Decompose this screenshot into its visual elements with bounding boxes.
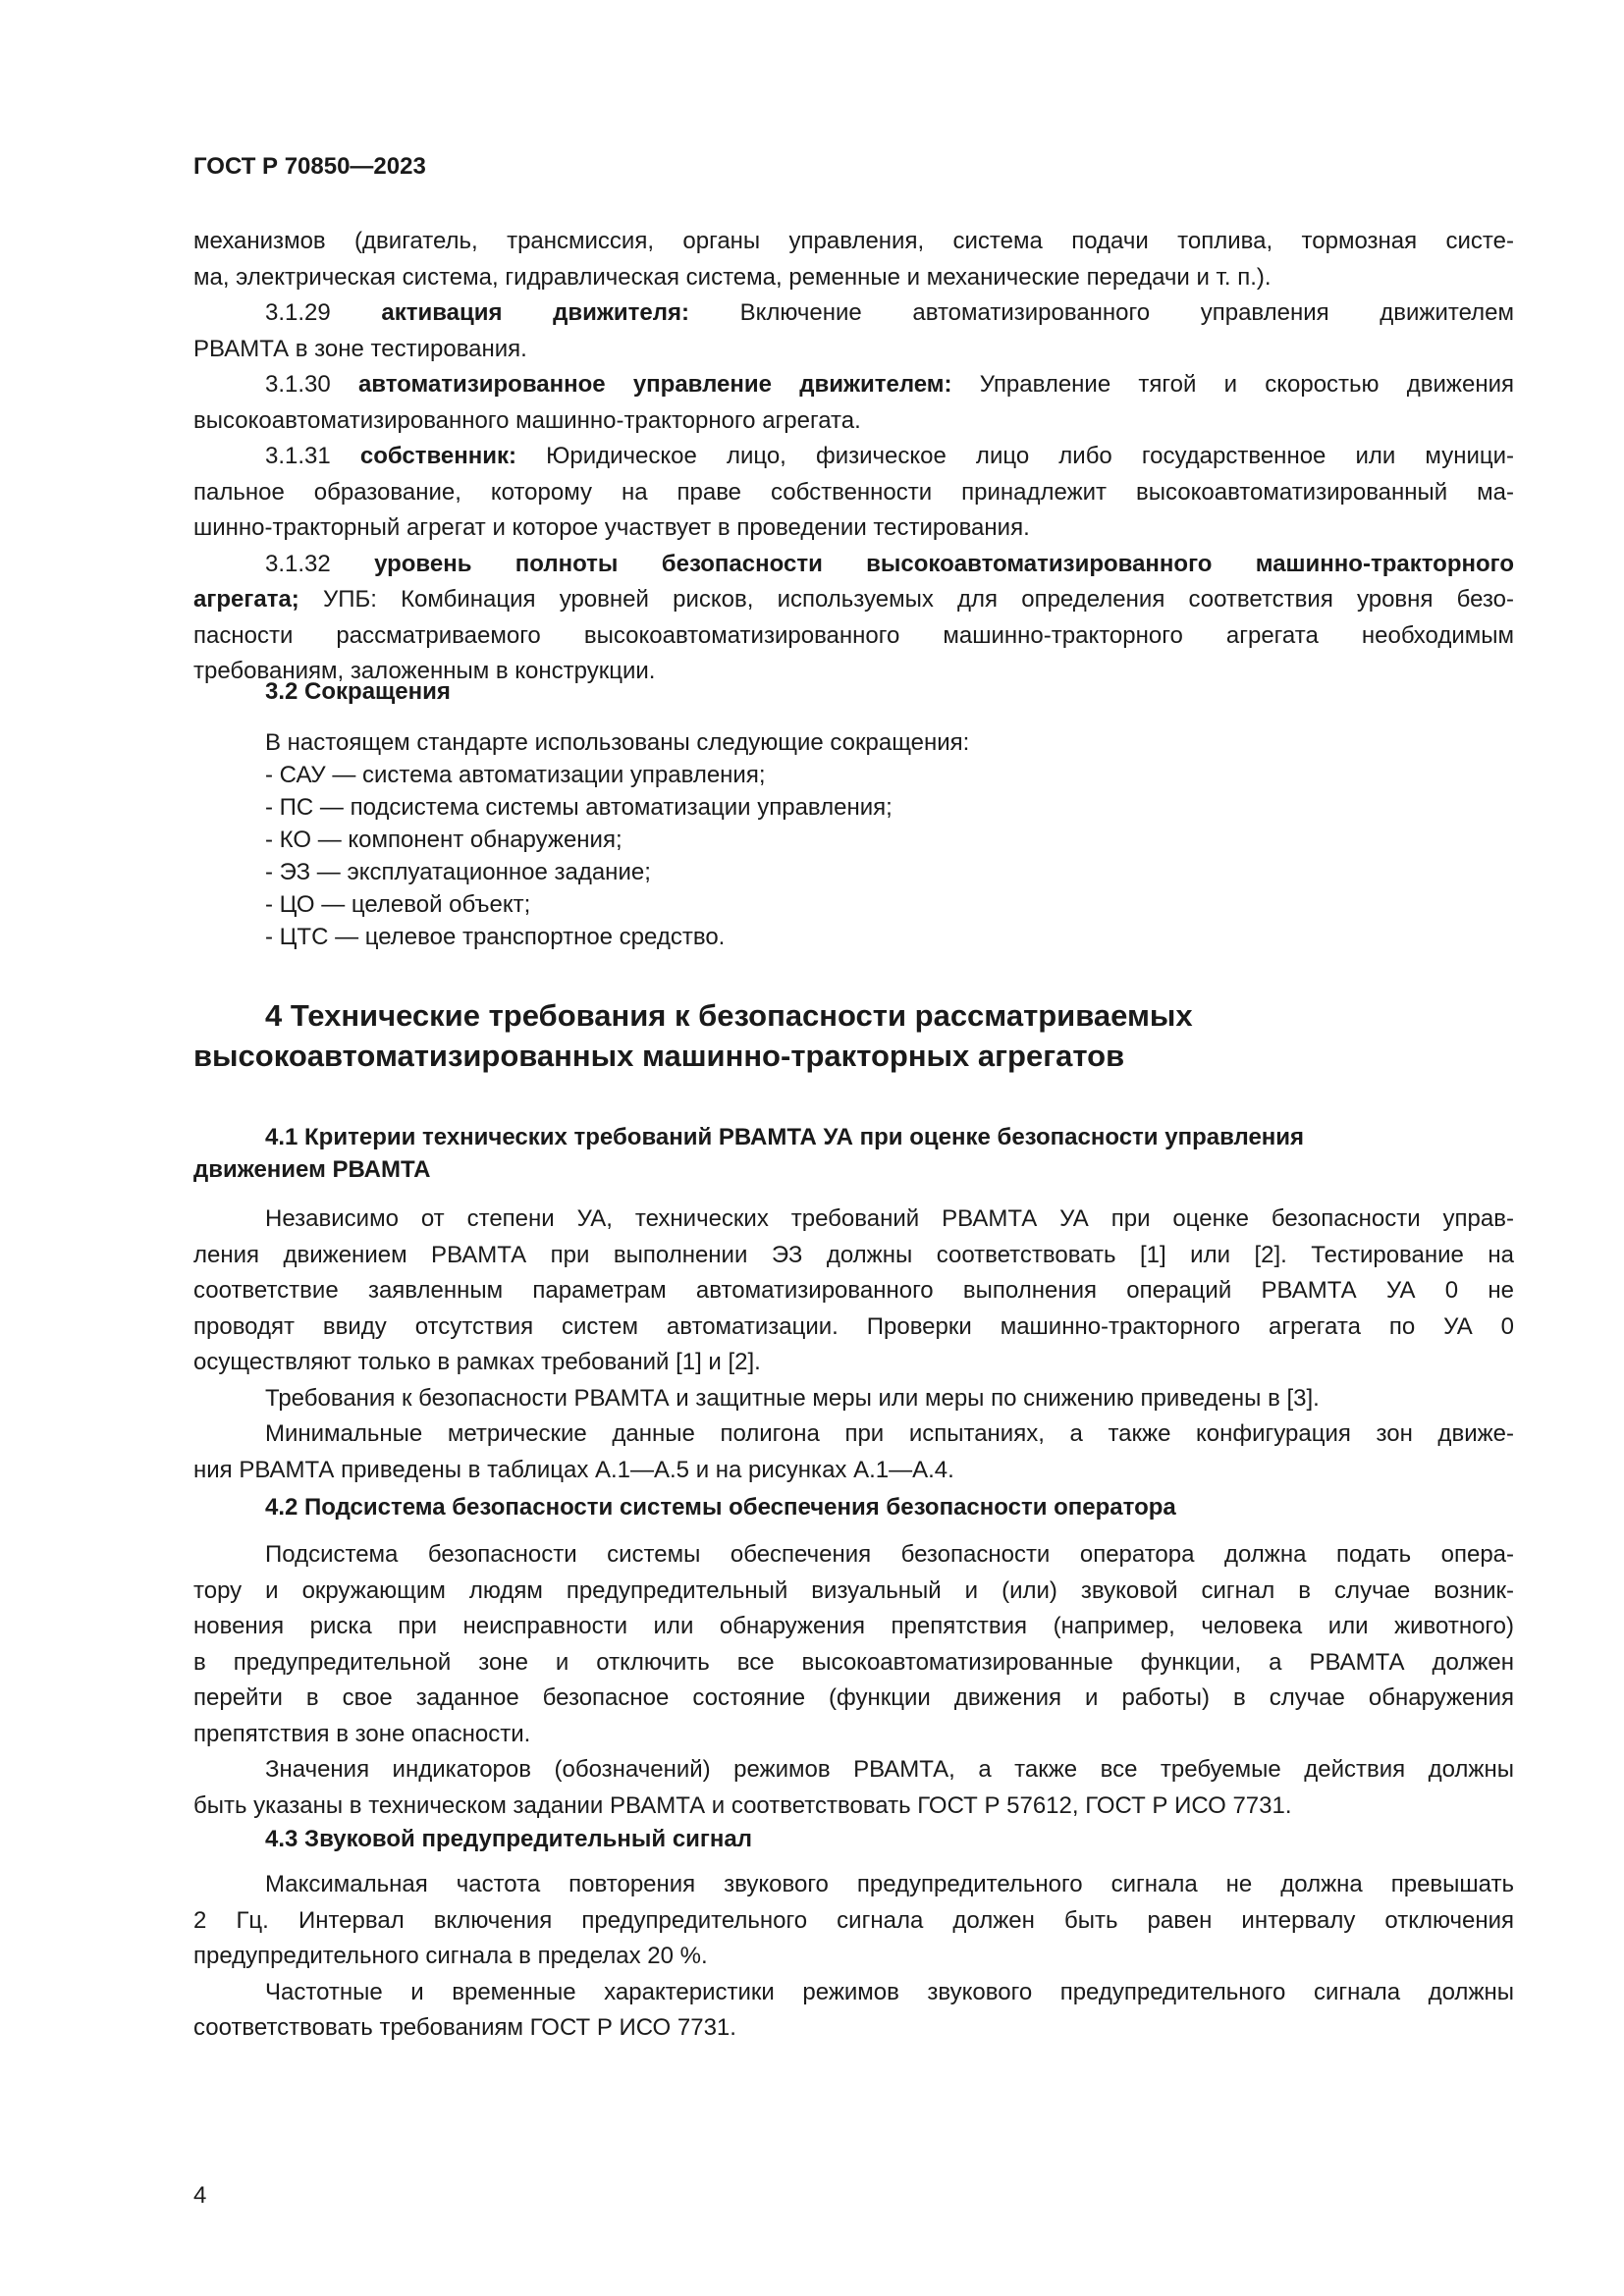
text-run: ния РВАМТА приведены в таблицах А.1—А.5 и на рисунках А.1—А.4. [193, 1456, 954, 1483]
text-line [193, 674, 1514, 711]
text-line [193, 1309, 1514, 1346]
text-line [193, 1609, 1514, 1645]
text-line [193, 1822, 1514, 1858]
text-line [193, 1975, 1514, 2011]
text-line [193, 367, 1514, 403]
text-run: предупредительного сигнала в пределах 20 %. [193, 1943, 708, 1969]
text-line [193, 1939, 1514, 1975]
text-line [193, 1490, 1514, 1526]
text-run: высокоавтоматизированных машинно-тракторных агрегатов [193, 1039, 1125, 1073]
text-line [193, 1574, 1514, 1610]
text-line [193, 2010, 1514, 2047]
text-run: Требования к безопасности РВАМТА и защитные меры или меры по снижению приведены в [3]. [265, 1384, 1320, 1412]
text-run: ления движением РВАМТА при выполнении ЭЗ должны соответствовать [1] или [2]. Тестирование на [193, 1241, 1514, 1268]
text-run: - КО — компонент обнаружения; [265, 827, 623, 853]
text-line [193, 582, 1514, 618]
text-line [193, 1681, 1514, 1717]
section-3-2-heading [193, 674, 1514, 711]
text-line [193, 1153, 1514, 1186]
section-4-heading [193, 995, 1514, 1076]
section-4-1-heading [193, 1121, 1514, 1186]
text-run: быть указаны в техническом задании РВАМТА и соответствовать ГОСТ Р 57612, ГОСТ Р ИСО 7731. [193, 1791, 1292, 1819]
paragraph [193, 1537, 1514, 1752]
term-bold: активация движителя: [381, 299, 690, 326]
paragraph [193, 1490, 1514, 1526]
paragraph [193, 995, 1514, 1076]
text-run: 3.1.29 [265, 299, 382, 326]
text-run: - ЦТС — целевое транспортное средство. [265, 924, 726, 950]
text-line [193, 403, 1514, 440]
text-run: 4 Технические требования к безопасности рассматриваемых [265, 998, 1193, 1033]
text-line [193, 547, 1514, 583]
text-line [193, 1238, 1514, 1274]
text-run: пасности рассматриваемого высокоавтоматизированного машинно-тракторного агрегата необходимым [193, 621, 1514, 649]
paragraph [193, 888, 1514, 921]
text-run: соответствие заявленным параметрам автоматизированного выполнения операций РВАМТА УА 0 не [193, 1277, 1514, 1304]
text-run: осуществляют только в рамках требований [1] и [2]. [193, 1349, 761, 1375]
text-run: движением РВАМТА [193, 1156, 431, 1183]
text-run: - ЦО — целевой объект; [265, 891, 531, 918]
section-4-2-body [193, 1537, 1514, 1824]
text-run: 3.2 Сокращения [265, 678, 451, 705]
text-run: В настоящем стандарте использованы следующие сокращения: [265, 729, 970, 756]
text-run: 3.1.32 [265, 550, 375, 577]
text-line [193, 1537, 1514, 1574]
paragraph [193, 674, 1514, 711]
paragraph [193, 726, 1514, 759]
text-run: соответствовать требованиям ГОСТ Р ИСО 7731. [193, 2014, 736, 2041]
term-bold: уровень полноты безопасности высокоавтоматизированного машинно-тракторного [374, 550, 1514, 577]
text-line [193, 1453, 1514, 1489]
paragraph [193, 547, 1514, 690]
text-run: УПБ: Комбинация уровней рисков, используемых для определения соответствия уровня безо- [298, 586, 1514, 613]
text-line [193, 759, 1514, 791]
abbreviations-list [193, 726, 1514, 953]
text-line [193, 510, 1514, 547]
text-line [193, 1121, 1514, 1153]
text-line [193, 888, 1514, 921]
text-run: Включение автоматизированного управления движителем [689, 299, 1515, 326]
text-line [193, 726, 1514, 759]
page-number: 4 [193, 2182, 207, 2209]
text-line [193, 1645, 1514, 1682]
text-run: высокоавтоматизированного машинно-тракторного агрегата. [193, 406, 861, 434]
text-run: РВАМТА в зоне тестирования. [193, 335, 527, 362]
text-line [193, 1381, 1514, 1417]
text-line [193, 1867, 1514, 1903]
text-run: 4.3 Звуковой предупредительный сигнал [265, 1826, 753, 1852]
term-bold: агрегата; [193, 586, 299, 613]
paragraph [193, 224, 1514, 295]
text-line [193, 332, 1514, 368]
section-4-1-body [193, 1201, 1514, 1488]
text-run: перейти в свое заданное безопасное состояние (функции движения и работы) в случае обнаружения [193, 1684, 1514, 1711]
text-line [193, 1717, 1514, 1753]
paragraph [193, 824, 1514, 856]
text-run: Независимо от степени УА, технических требований РВАМТА УА при оценке безопасности управ- [265, 1205, 1514, 1232]
paragraph [193, 1381, 1514, 1417]
text-run: - ЭЗ — эксплуатационное задание; [265, 859, 651, 885]
text-run: - САУ — система автоматизации управления; [265, 762, 766, 788]
paragraph [193, 1121, 1514, 1186]
text-line [193, 1752, 1514, 1789]
text-line [193, 295, 1514, 332]
text-line [193, 260, 1514, 296]
text-run: требованиям, заложенным в конструкции. [193, 658, 656, 684]
section-4-3-body [193, 1867, 1514, 2047]
text-run: в предупредительной зоне и отключить все высокоавтоматизированные функции, а РВАМТА должен [193, 1648, 1514, 1676]
text-line [193, 1416, 1514, 1453]
text-run: пальное образование, которому на праве собственности принадлежит высокоавтоматизированный ма- [193, 478, 1514, 506]
text-run: Максимальная частота повторения звукового предупредительного сигнала не должна превышать [265, 1871, 1514, 1897]
text-line [193, 921, 1514, 953]
text-run: тору и окружающим людям предупредительный визуальный и (или) звуковой сигнал в случае возник- [193, 1576, 1514, 1604]
text-line [193, 475, 1514, 511]
text-line [193, 1789, 1514, 1825]
text-run: 2 Гц. Интервал включения предупредительного сигнала должен быть равен интервалу отключения [193, 1906, 1514, 1934]
paragraph [193, 791, 1514, 824]
paragraph [193, 759, 1514, 791]
section-4-3-heading [193, 1822, 1514, 1858]
text-run: новения риска при неисправности или обнаружения препятствия (например, человека или животного) [193, 1613, 1514, 1639]
paragraph [193, 1752, 1514, 1824]
text-run: 3.1.30 [265, 371, 358, 398]
term-bold: собственник: [359, 443, 516, 469]
paragraph [193, 921, 1514, 953]
paragraph [193, 367, 1514, 439]
text-run: Частотные и временные характеристики режимов звукового предупредительного сигнала должны [265, 1978, 1514, 2005]
text-line [193, 1345, 1514, 1381]
paragraph [193, 439, 1514, 547]
text-line [193, 1903, 1514, 1940]
section-4-2-heading [193, 1490, 1514, 1526]
text-line [193, 995, 1514, 1036]
text-run: ма, электрическая система, гидравлическая система, ременные и механические передачи и т. п.). [193, 263, 1272, 291]
text-run: механизмов (двигатель, трансмиссия, органы управления, система подачи топлива, тормозная систе- [193, 228, 1514, 254]
text-line [193, 1273, 1514, 1309]
text-run: Управление тягой и скоростью движения [951, 371, 1514, 398]
text-line [193, 1201, 1514, 1238]
text-run: Минимальные метрические данные полигона при испытаниях, а также конфигурация зон движе- [265, 1420, 1514, 1447]
paragraph [193, 856, 1514, 888]
text-run: Юридическое лицо, физическое лицо либо государственное или муници- [516, 443, 1514, 469]
text-run: проводят ввиду отсутствия систем автоматизации. Проверки машинно-тракторного агрегата по УА 0 [193, 1312, 1514, 1340]
paragraph [193, 1975, 1514, 2047]
text-run: Значения индикаторов (обозначений) режимов РВАМТА, а также все требуемые действия должны [265, 1756, 1514, 1783]
text-line [193, 1036, 1514, 1076]
text-line [193, 824, 1514, 856]
text-run: препятствия в зоне опасности. [193, 1720, 531, 1747]
text-run: 4.1 Критерии технических требований РВАМТА УА при оценке безопасности управления [265, 1124, 1305, 1150]
paragraph [193, 1201, 1514, 1381]
paragraph [193, 1416, 1514, 1488]
text-line [193, 791, 1514, 824]
text-run: 4.2 Подсистема безопасности системы обеспечения безопасности оператора [265, 1494, 1176, 1521]
paragraph [193, 295, 1514, 367]
text-line [193, 618, 1514, 655]
term-bold: автоматизированное управление движителем: [357, 371, 952, 398]
document-header: ГОСТ Р 70850—2023 [193, 153, 426, 180]
text-line [193, 856, 1514, 888]
text-run: шинно-тракторный агрегат и которое участвует в проведении тестирования. [193, 514, 1030, 541]
text-line [193, 224, 1514, 260]
paragraph [193, 1822, 1514, 1858]
definitions-section [193, 224, 1514, 690]
text-line [193, 439, 1514, 475]
text-run: - ПС — подсистема системы автоматизации управления; [265, 794, 893, 821]
text-run: 3.1.31 [265, 443, 360, 469]
text-run: Подсистема безопасности системы обеспечения безопасности оператора должна подать опера- [265, 1541, 1514, 1568]
paragraph [193, 1867, 1514, 1975]
